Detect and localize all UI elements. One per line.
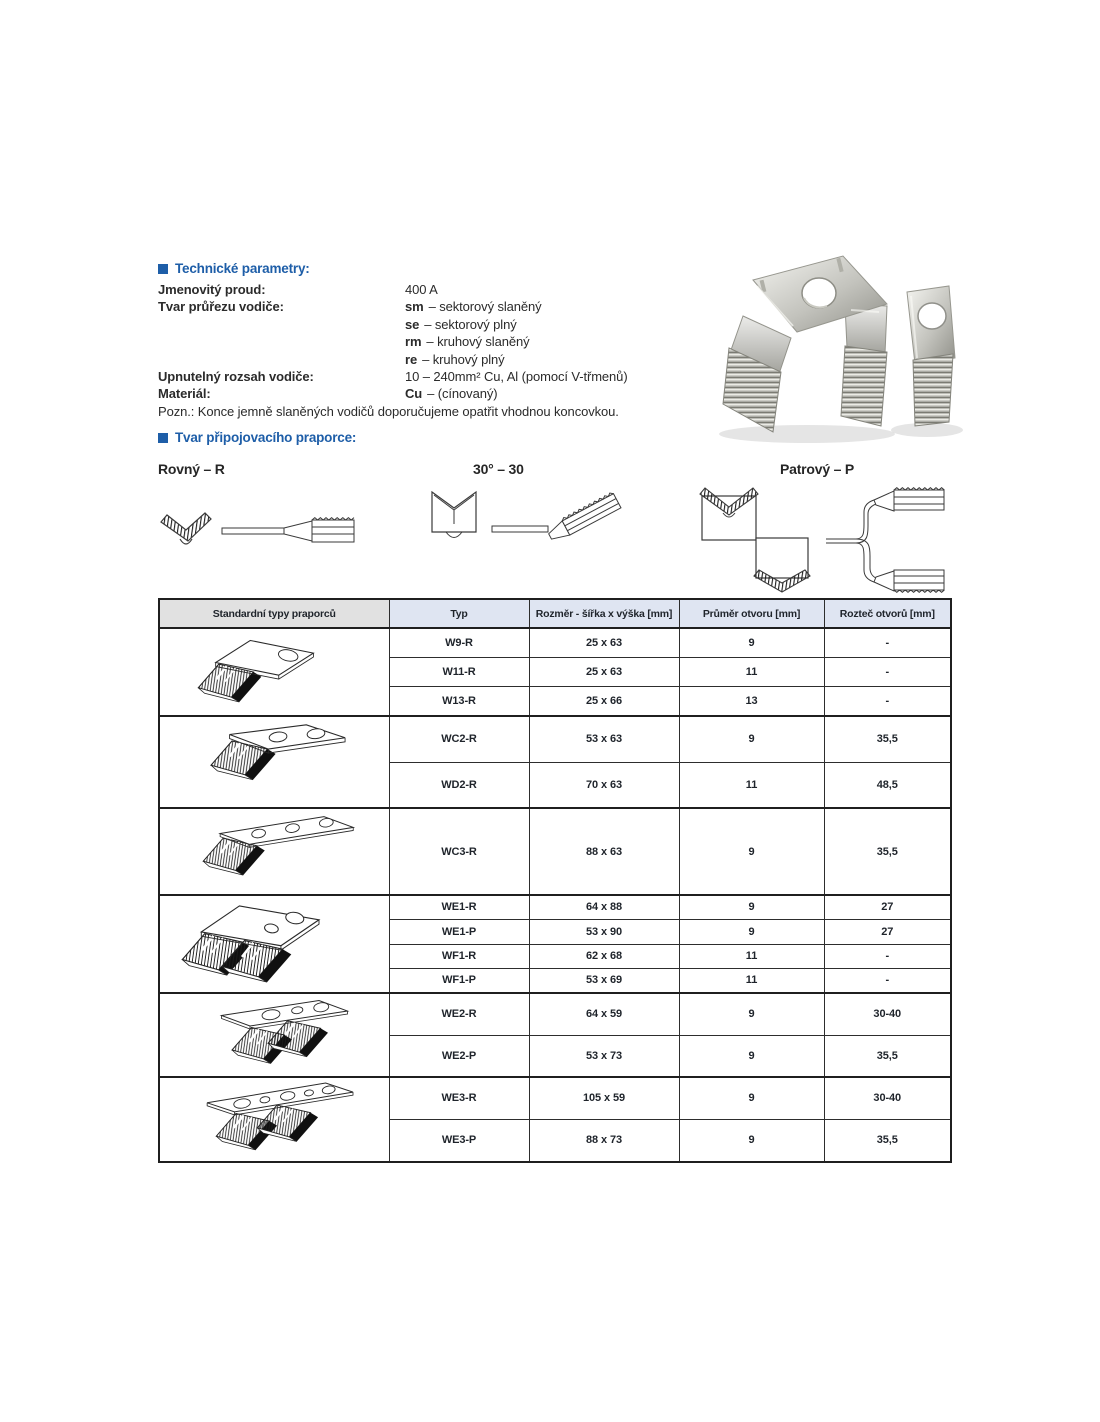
cell-roztec: 30-40	[824, 1077, 951, 1119]
cell-roztec: -	[824, 628, 951, 657]
blue-square-bullet-icon	[158, 264, 168, 274]
cell-rozmer: 64 x 59	[529, 993, 679, 1035]
cell-roztec: -	[824, 686, 951, 716]
cell-typ: W9-R	[389, 628, 529, 657]
cell-rozmer: 25 x 66	[529, 686, 679, 716]
lug-drawing-two-holes-two-cables	[159, 895, 389, 993]
cell-typ: WE1-P	[389, 919, 529, 944]
param-value: 10 – 240mm² Cu, Al (pomocí V-třmenů)	[405, 369, 628, 385]
cell-rozmer: 105 x 59	[529, 1077, 679, 1119]
header-typ: Typ	[389, 599, 529, 628]
cell-roztec: 35,5	[824, 1119, 951, 1162]
param-label	[158, 316, 405, 333]
param-value: rm – kruhový slaněný	[405, 334, 530, 350]
cell-roztec: 35,5	[824, 1035, 951, 1077]
header-prumer: Průměr otvoru [mm]	[679, 599, 824, 628]
tech-params-title: Technické parametry:	[175, 261, 310, 276]
table-row	[159, 628, 951, 657]
lug-drawing-three-holes	[159, 808, 389, 895]
blue-square-bullet-icon	[158, 433, 168, 443]
cell-typ: WE3-R	[389, 1077, 529, 1119]
cell-typ: WE1-R	[389, 895, 529, 919]
cell-prumer: 9	[679, 919, 824, 944]
tech-params-note: Pozn.: Konce jemně slaněných vodičů doporučujeme opatřit vhodnou koncovkou.	[158, 404, 619, 420]
cell-prumer: 9	[679, 993, 824, 1035]
cell-roztec: 48,5	[824, 762, 951, 808]
cell-prumer: 11	[679, 944, 824, 968]
param-label: Jmenovitý proud:	[158, 282, 266, 297]
cell-prumer: 11	[679, 968, 824, 993]
tech-param-row	[158, 333, 758, 350]
param-value: 400 A	[405, 282, 438, 297]
cell-rozmer: 25 x 63	[529, 657, 679, 686]
cell-typ: WD2-R	[389, 762, 529, 808]
rovny-diagram	[158, 508, 358, 561]
cell-typ: WF1-R	[389, 944, 529, 968]
cell-roztec: -	[824, 657, 951, 686]
cell-prumer: 9	[679, 716, 824, 762]
shape-label-30: 30° – 30	[473, 461, 524, 477]
cell-rozmer: 88 x 73	[529, 1119, 679, 1162]
lug-drawing-three-holes-two-cables	[159, 993, 389, 1077]
cell-rozmer: 53 x 90	[529, 919, 679, 944]
cell-prumer: 9	[679, 1119, 824, 1162]
tech-params-heading	[158, 261, 310, 276]
cell-typ: WE3-P	[389, 1119, 529, 1162]
header-rozmer: Rozměr - šířka x výška [mm]	[529, 599, 679, 628]
cell-typ: WE2-R	[389, 993, 529, 1035]
tech-param-row	[158, 298, 758, 315]
cell-prumer: 9	[679, 1077, 824, 1119]
cell-roztec: 35,5	[824, 716, 951, 762]
cell-rozmer: 25 x 63	[529, 628, 679, 657]
param-label: Upnutelný rozsah vodiče:	[158, 369, 314, 385]
table-row	[159, 808, 951, 895]
cell-typ: WC3-R	[389, 808, 529, 895]
param-value: sm – sektorový slaněný	[405, 299, 542, 315]
header-roztec: Rozteč otvorů [mm]	[824, 599, 951, 628]
cell-typ: WE2-P	[389, 1035, 529, 1077]
table-row	[159, 993, 951, 1035]
param-label: Tvar průřezu vodiče:	[158, 299, 284, 315]
cell-rozmer: 53 x 69	[529, 968, 679, 993]
cell-typ: W11-R	[389, 657, 529, 686]
cell-prumer: 13	[679, 686, 824, 716]
cell-prumer: 11	[679, 762, 824, 808]
cell-prumer: 9	[679, 1035, 824, 1077]
cell-typ: WC2-R	[389, 716, 529, 762]
tech-param-row	[158, 368, 758, 385]
cell-roztec: -	[824, 968, 951, 993]
deg30-diagram	[428, 484, 653, 553]
shape-label-rovny: Rovný – R	[158, 461, 225, 477]
tech-param-row	[158, 316, 758, 333]
param-value: re – kruhový plný	[405, 351, 505, 367]
cell-rozmer: 64 x 88	[529, 895, 679, 919]
spec-table	[158, 598, 952, 1163]
cell-typ: W13-R	[389, 686, 529, 716]
lug-drawing-five-holes-two-cables	[159, 1077, 389, 1162]
tech-param-row	[158, 351, 758, 368]
param-label: Materiál:	[158, 386, 211, 402]
header-standard-types: Standardní typy praporců	[159, 599, 389, 628]
tech-param-row	[158, 385, 758, 402]
shape-label-patrovy: Patrový – P	[780, 461, 855, 477]
cell-prumer: 11	[679, 657, 824, 686]
cell-prumer: 9	[679, 808, 824, 895]
cell-roztec: 27	[824, 919, 951, 944]
param-label	[158, 351, 405, 368]
param-value: Cu – (cínovaný)	[405, 386, 498, 402]
table-row	[159, 895, 951, 919]
cell-roztec: -	[824, 944, 951, 968]
patrovy-diagram	[698, 482, 950, 599]
cell-rozmer: 62 x 68	[529, 944, 679, 968]
table-row	[159, 1077, 951, 1119]
cell-prumer: 9	[679, 895, 824, 919]
table-header-row	[159, 599, 951, 628]
param-value: se – sektorový plný	[405, 316, 517, 332]
lug-drawing-two-holes	[159, 716, 389, 808]
param-label	[158, 333, 405, 350]
product-photo	[695, 246, 963, 453]
cell-roztec: 30-40	[824, 993, 951, 1035]
cell-prumer: 9	[679, 628, 824, 657]
cell-rozmer: 53 x 73	[529, 1035, 679, 1077]
tech-params-list	[158, 281, 758, 421]
table-row	[159, 716, 951, 762]
cell-rozmer: 88 x 63	[529, 808, 679, 895]
shapes-heading	[158, 430, 356, 445]
cell-typ: WF1-P	[389, 968, 529, 993]
cell-rozmer: 70 x 63	[529, 762, 679, 808]
cell-roztec: 35,5	[824, 808, 951, 895]
shapes-title: Tvar připojovacího praporce:	[175, 430, 357, 445]
tech-param-row	[158, 281, 758, 298]
cell-rozmer: 53 x 63	[529, 716, 679, 762]
cell-roztec: 27	[824, 895, 951, 919]
lug-drawing-one-hole	[159, 628, 389, 716]
